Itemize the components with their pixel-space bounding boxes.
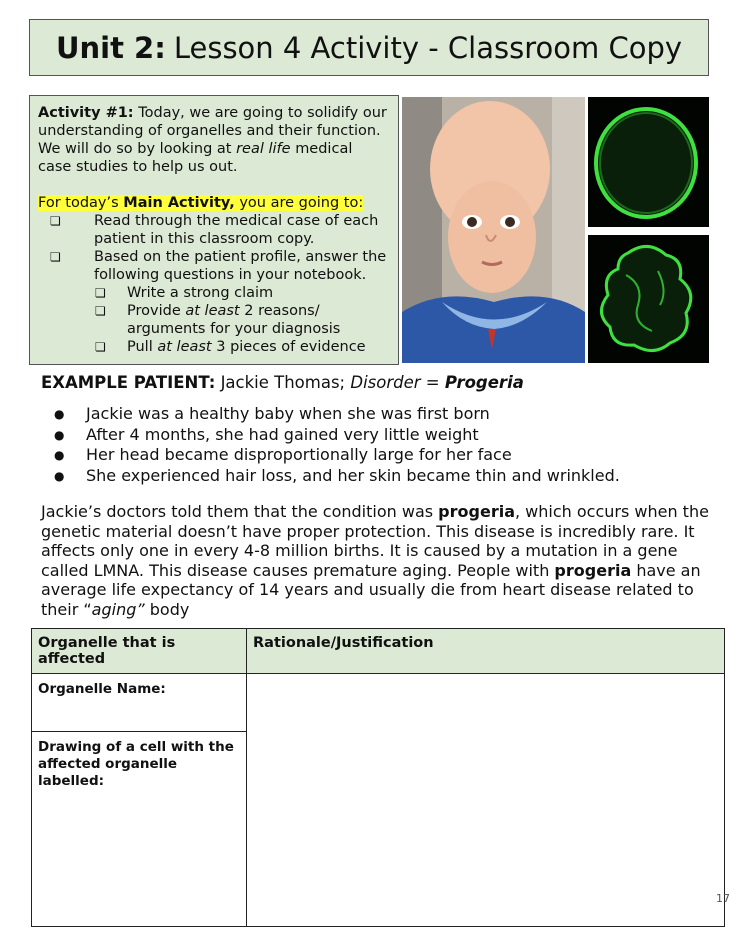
normal-nucleus-micrograph — [588, 97, 709, 227]
example-patient-line — [41, 373, 524, 392]
cell-drawing-cell[interactable]: Drawing of a cell with the affected organelle labelled: — [32, 732, 247, 927]
symptom-list — [54, 404, 620, 486]
page-number: 17 — [716, 892, 730, 905]
desc-bold-2: progeria — [554, 560, 632, 580]
organelle-worksheet-table — [31, 628, 725, 927]
lesson-title — [29, 19, 709, 76]
main-activity-heading — [38, 194, 390, 212]
progeria-nucleus-micrograph — [588, 235, 709, 363]
main-pre: For today’s — [38, 195, 119, 211]
activity-intro — [38, 104, 390, 176]
desc-text-1: Jackie’s doctors told them that the condition was — [41, 502, 434, 521]
table-header-row — [32, 629, 725, 674]
list-item — [54, 466, 620, 487]
sub2-pre: Provide — [127, 303, 181, 319]
rationale-answer-cell[interactable] — [247, 674, 725, 927]
case-description — [41, 502, 716, 619]
subtask-text: Write a strong claim — [127, 285, 274, 301]
activity-intro-text: Today, we are going to solidify our understanding of organelles and their function. We will do so by looking at — [38, 105, 387, 157]
sub3-italic: at least — [157, 339, 212, 355]
desc-text-3: have an average life expectancy of 14 years and usually die from heart disease related to their “ — [41, 560, 701, 619]
desc-italic: aging” — [91, 599, 145, 619]
patient-label: EXAMPLE PATIENT: — [41, 373, 216, 392]
main-post: you are going to: — [239, 195, 364, 211]
patient-photo — [402, 97, 585, 363]
sub3-post: 3 pieces of evidence — [216, 339, 366, 355]
desc-text-4: body — [149, 599, 190, 619]
activity-label: Activity #1: — [38, 105, 134, 121]
activity-instructions-box — [29, 95, 399, 365]
subtask-text — [127, 338, 366, 356]
patient-name: Jackie Thomas; — [220, 373, 346, 392]
main-activity-highlight — [38, 195, 363, 211]
activity-intro-italic: real life — [236, 141, 291, 157]
task-item — [38, 248, 390, 284]
bullet-icon: ● — [54, 468, 65, 483]
disorder-name: Progeria — [444, 373, 524, 392]
list-item — [54, 404, 620, 425]
title-text: Lesson 4 Activity - Classroom Copy — [173, 30, 683, 65]
symptom-text: After 4 months, she had gained very little weight — [86, 424, 479, 444]
organelle-name-cell[interactable]: Organelle Name: — [32, 674, 247, 732]
disorder-label: Disorder = — [350, 373, 440, 392]
title-unit: Unit 2: — [55, 30, 166, 65]
list-item — [54, 425, 620, 446]
symptom-text: Her head became disproportionally large for her face — [86, 445, 512, 464]
subtask-text — [127, 302, 390, 338]
checkbox-icon: ❏ — [95, 304, 106, 318]
task-text: Based on the patient profile, answer the following questions in your notebook. — [94, 249, 387, 283]
checkbox-icon: ❏ — [95, 286, 106, 300]
sub2-post: 2 reasons/ arguments for your diagnosis — [127, 303, 341, 337]
subtask-item — [38, 302, 390, 338]
subtask-item — [38, 338, 390, 356]
activity-task-list — [38, 212, 390, 356]
child-portrait-illustration — [402, 97, 585, 363]
list-item — [54, 445, 620, 466]
symptom-text: Jackie was a healthy baby when she was first born — [86, 404, 490, 423]
header-rationale: Rationale/Justification — [247, 629, 725, 674]
task-text: Read through the medical case of each patient in this classroom copy. — [94, 213, 379, 247]
checkbox-icon: ❏ — [50, 214, 61, 228]
desc-bold-1: progeria — [438, 502, 515, 521]
table-row — [32, 674, 725, 732]
checkbox-icon: ❏ — [50, 250, 61, 264]
symptom-text: She experienced hair loss, and her skin became thin and wrinkled. — [86, 465, 620, 485]
main-bold: Main Activity, — [123, 195, 235, 211]
bullet-icon: ● — [54, 407, 65, 421]
round-nucleus-illustration — [588, 97, 709, 227]
subtask-item — [38, 284, 390, 302]
bullet-icon: ● — [54, 448, 65, 462]
task-item — [38, 212, 390, 248]
activity-intro-text-end: medical case studies to help us out. — [38, 141, 353, 175]
misshapen-nucleus-illustration — [588, 235, 709, 363]
checkbox-icon: ❏ — [95, 340, 106, 354]
sub2-italic: at least — [185, 303, 240, 319]
desc-text-2: , which occurs when the genetic material doesn’t have proper protection. This disease is incredibly rare. It affects only one in every 4-8 million births. It is caused by a mutation in a gene called LMNA. This disease causes premature aging. People with — [41, 502, 709, 580]
sub3-pre: Pull — [127, 339, 153, 355]
bullet-icon: ● — [54, 427, 65, 442]
header-organelle-affected: Organelle that is affected — [32, 629, 247, 674]
